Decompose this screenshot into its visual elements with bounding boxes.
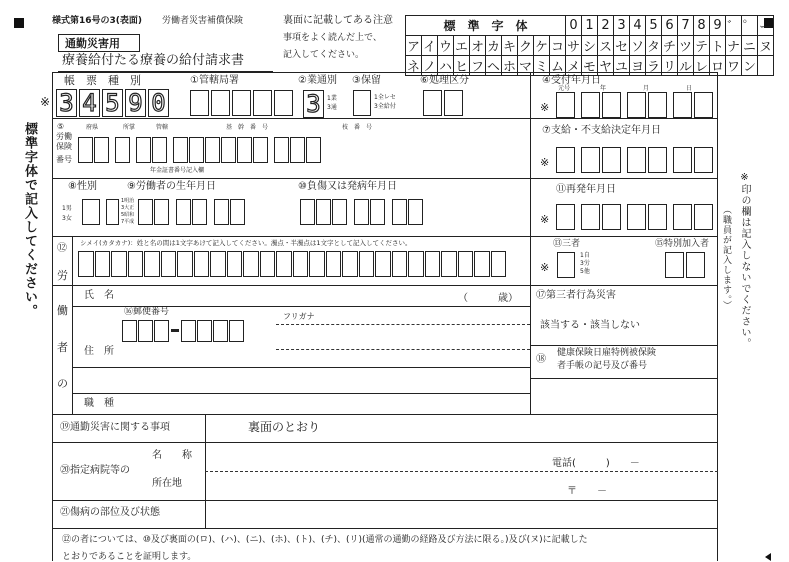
kana-name-cell[interactable] <box>441 251 457 277</box>
health-ins-no: ⑱ <box>536 354 546 365</box>
reissue-star: ※ <box>540 213 550 226</box>
kana-name-cell[interactable] <box>161 251 177 277</box>
date-cell[interactable] <box>300 199 315 225</box>
std-kana: マ <box>518 56 534 76</box>
std-kana: ラ <box>646 56 662 76</box>
special-member-cells[interactable] <box>665 252 705 278</box>
hospital-name-label: 名 称 <box>152 450 192 461</box>
month-caption: 月 <box>643 85 650 92</box>
sheet-type-digit: 4 <box>79 89 100 117</box>
date-cell[interactable] <box>648 92 667 118</box>
third-party-code-cell[interactable] <box>557 252 575 278</box>
kana-name-cell[interactable] <box>359 251 375 277</box>
date-cell[interactable] <box>556 92 575 118</box>
sub-header: 所掌 <box>123 124 136 131</box>
address-label: 住 所 <box>84 346 114 357</box>
kana-name-cell[interactable] <box>260 251 276 277</box>
rule <box>52 414 718 415</box>
kana-name-cells[interactable] <box>78 251 506 277</box>
commute-badge-text: 通勤災害用 <box>65 37 120 50</box>
third-opt: 5他 <box>580 268 590 275</box>
sex-opt-1: 1男 <box>62 205 72 212</box>
postal-code-label: ⑯郵便番号 <box>124 307 170 317</box>
std-kana: ヌ <box>758 36 774 56</box>
injury-date-cells[interactable] <box>300 199 423 225</box>
business-digit[interactable]: 3 <box>303 90 324 118</box>
reissue-date-cells[interactable] <box>556 204 713 230</box>
rule <box>530 118 718 119</box>
insurance-no-cell[interactable] <box>253 137 268 163</box>
rule <box>52 500 718 501</box>
date-cell[interactable] <box>192 199 207 225</box>
sub-header: 枝 番 号 <box>342 124 373 131</box>
process-cell[interactable] <box>423 90 442 116</box>
third-party-accident-label: ⑰第三者行為災害 <box>536 290 616 301</box>
right-side-note-sub: （職員が記入します。） <box>721 205 731 311</box>
postal-code-cells[interactable] <box>122 320 244 342</box>
office-cell[interactable] <box>211 90 230 116</box>
injury-part-label: ㉑傷病の部位及び状態 <box>60 507 160 518</box>
std-digit: 5 <box>646 16 662 36</box>
sheet-type-digit: 0 <box>148 89 169 117</box>
std-kana: サ <box>566 36 582 56</box>
std-kana: ロ <box>710 56 726 76</box>
form-number: 様式第16号の3(表面) <box>52 16 143 26</box>
rule <box>52 528 718 529</box>
date-cell[interactable] <box>408 199 423 225</box>
date-cell[interactable] <box>556 147 575 173</box>
std-kana: ニ <box>742 36 758 56</box>
std-kana: ヨ <box>630 56 646 76</box>
left-side-note: 標準字体で記入してください。 <box>22 122 37 318</box>
retain-opt-1: 1全レセ <box>374 94 396 101</box>
std-kana: ト <box>710 36 726 56</box>
kana-name-cell[interactable] <box>491 251 507 277</box>
business-opt-2: 3通 <box>327 104 337 111</box>
job-label: 職 種 <box>84 398 114 409</box>
retain-cell[interactable] <box>353 90 371 116</box>
std-kana-blank <box>758 56 774 76</box>
kana-name-cell[interactable] <box>95 251 111 277</box>
date-cell[interactable] <box>154 199 169 225</box>
dob-cells[interactable] <box>138 199 245 225</box>
std-kana: ン <box>742 56 758 76</box>
rule <box>72 393 530 394</box>
postal-cell[interactable] <box>181 320 196 342</box>
sex-cell[interactable] <box>82 199 100 225</box>
std-kana: コ <box>550 36 566 56</box>
sheet-type-digit: 3 <box>56 89 77 117</box>
rule <box>72 367 530 368</box>
insurance-no-cell[interactable] <box>237 137 252 163</box>
era-opt: 1明治 <box>121 198 135 204</box>
office-cell[interactable] <box>190 90 209 116</box>
date-cell[interactable] <box>556 204 575 230</box>
special-member-label: ⑮特別加入者 <box>655 239 710 249</box>
std-dakuten: ゛ <box>726 16 742 36</box>
kana-name-cell[interactable] <box>128 251 144 277</box>
std-kana: ヒ <box>454 56 470 76</box>
insurance-no-cell[interactable] <box>115 137 130 163</box>
dashed-rule <box>276 349 530 350</box>
office-cell[interactable] <box>232 90 251 116</box>
std-kana: オ <box>470 36 486 56</box>
certification-text-1: ⑫の者については、⑩及び裏面の(ロ)、(ハ)、(ニ)、(ホ)、(ト)、(チ)、(リ)(通常の通勤の経路及び方法に限る。)及び(ヌ)に記載した <box>62 535 588 545</box>
std-digit: 7 <box>678 16 694 36</box>
pension-no-label: 年金証書番号記入欄 <box>150 167 205 174</box>
rule <box>52 236 530 237</box>
notice-line-1: 裏面に記載してある注意 <box>283 15 393 26</box>
year-caption: 年 <box>600 85 607 92</box>
std-kana: ア <box>406 36 422 56</box>
std-kana: タ <box>646 36 662 56</box>
std-kana: イ <box>422 36 438 56</box>
postal-cell[interactable] <box>122 320 137 342</box>
kana-name-cell[interactable] <box>474 251 490 277</box>
process-cells[interactable] <box>423 90 463 116</box>
kana-name-cell[interactable] <box>425 251 441 277</box>
office-cell[interactable] <box>253 90 272 116</box>
insurance-no-cell[interactable] <box>152 137 167 163</box>
date-cell[interactable] <box>648 147 667 173</box>
health-ins-label-2: 者手帳の記号及び番号 <box>557 361 648 371</box>
sub-header: 管轄 <box>156 124 169 131</box>
decision-date-cells[interactable] <box>556 147 713 173</box>
std-kana: ヘ <box>486 56 502 76</box>
std-digit: 6 <box>662 16 678 36</box>
process-cell[interactable] <box>444 90 463 116</box>
era-opt: 3大正 <box>121 205 135 211</box>
health-ins-label-1: 健康保険日雇特例被保険 <box>557 348 657 358</box>
special-cell[interactable] <box>665 252 684 278</box>
std-long-vowel: ー <box>758 16 774 36</box>
hospital-address-label: 所在地 <box>152 478 182 489</box>
standard-char-row-kana-1 <box>406 36 774 56</box>
receipt-star: ※ <box>540 101 550 114</box>
kana-name-cell[interactable] <box>408 251 424 277</box>
date-cell[interactable] <box>581 147 600 173</box>
business-opt-1: 1業 <box>327 95 337 102</box>
std-kana: セ <box>614 36 630 56</box>
date-cell[interactable] <box>370 199 385 225</box>
insurance-no-cell[interactable] <box>94 137 109 163</box>
office-cells[interactable] <box>190 90 293 116</box>
kana-name-cell[interactable] <box>458 251 474 277</box>
third-opt: 1自 <box>580 252 590 259</box>
third-opt: 3労 <box>580 260 590 267</box>
date-cell[interactable] <box>176 199 191 225</box>
certification-text-2: とおりであることを証明します。 <box>62 552 197 562</box>
business-label: ②業通別 <box>298 75 337 86</box>
date-cell[interactable] <box>138 199 153 225</box>
rule <box>530 378 718 379</box>
sex-opt-2: 3女 <box>62 215 72 222</box>
dashed-rule <box>205 471 718 472</box>
kana-name-cell[interactable] <box>78 251 94 277</box>
furigana-label: フリガナ <box>283 312 315 321</box>
hospital-label: ⑳指定病院等の <box>60 465 130 476</box>
standard-char-chart <box>405 15 774 76</box>
date-cell[interactable] <box>694 92 713 118</box>
sub-header: 府県 <box>86 124 99 131</box>
retain-label: ③保留 <box>352 75 381 86</box>
insurance-no-cell[interactable] <box>173 137 188 163</box>
commute-matters-value: 裏面のとおり <box>248 420 321 434</box>
kana-name-cell[interactable] <box>210 251 226 277</box>
postal-cell[interactable] <box>154 320 169 342</box>
std-digit: 4 <box>630 16 646 36</box>
process-label: ⑥処理区分 <box>420 75 469 86</box>
star-mark: ※ <box>40 95 51 109</box>
std-kana: レ <box>694 56 710 76</box>
third-party-code-label: ⑬三者 <box>553 239 581 249</box>
std-digit: 0 <box>566 16 582 36</box>
day-caption: 日 <box>686 85 693 92</box>
kana-name-cell[interactable] <box>194 251 210 277</box>
date-cell[interactable] <box>581 204 600 230</box>
insurance-no-cell[interactable] <box>205 137 220 163</box>
sheet-type-digit: 9 <box>125 89 146 117</box>
rule <box>530 178 718 179</box>
std-handakuten: ゜ <box>742 16 758 36</box>
insurance-no-cell[interactable] <box>306 137 321 163</box>
std-digit: 1 <box>582 16 598 36</box>
worker-section-char: の <box>57 377 68 390</box>
page-edge-mark <box>765 553 771 561</box>
insurance-no-label-1: 労働 <box>56 132 72 141</box>
rule <box>530 345 718 346</box>
notice-line-3: 記入してください。 <box>283 50 365 60</box>
std-digit: 2 <box>598 16 614 36</box>
rule <box>52 442 718 443</box>
office-label: ①管轄局署 <box>190 75 239 86</box>
std-kana: ル <box>678 56 694 76</box>
rule <box>72 236 73 414</box>
sub-header: 基 幹 番 号 <box>226 124 269 131</box>
insurance-no-cell[interactable] <box>78 137 93 163</box>
third-party-star: ※ <box>540 261 550 274</box>
third-party-accident-value[interactable]: 該当する・該当しない <box>540 320 640 331</box>
standard-char-row-digits <box>406 16 774 36</box>
std-digit: 9 <box>710 16 726 36</box>
special-cell[interactable] <box>686 252 705 278</box>
std-kana: ツ <box>678 36 694 56</box>
retain-opt-2: 3全給付 <box>374 103 396 110</box>
era-opt: 5昭和 <box>121 212 135 218</box>
insurance-no-cell[interactable] <box>290 137 305 163</box>
sheet-type-label: 帳 票 種 別 <box>64 74 141 87</box>
kana-name-cell[interactable] <box>144 251 160 277</box>
std-kana: ミ <box>534 56 550 76</box>
date-cell[interactable] <box>627 92 646 118</box>
insurance-no-cell[interactable] <box>274 137 289 163</box>
date-cell[interactable] <box>694 204 713 230</box>
rule <box>52 285 718 286</box>
kana-name-cell[interactable] <box>326 251 342 277</box>
std-kana: チ <box>662 36 678 56</box>
kana-name-cell[interactable] <box>392 251 408 277</box>
insurance-no-cell[interactable] <box>136 137 151 163</box>
date-cell[interactable] <box>673 147 692 173</box>
kana-name-cell[interactable] <box>309 251 325 277</box>
std-kana: ソ <box>630 36 646 56</box>
date-cell[interactable] <box>694 147 713 173</box>
std-kana: フ <box>470 56 486 76</box>
insurance-no-cells[interactable] <box>78 137 321 163</box>
date-cell[interactable] <box>332 199 347 225</box>
date-cell[interactable] <box>230 199 245 225</box>
insurance-no-cell[interactable] <box>189 137 204 163</box>
date-cell[interactable] <box>602 204 621 230</box>
worker-section-no: ⑫ <box>57 243 67 254</box>
std-kana: ス <box>598 36 614 56</box>
std-kana: ナ <box>726 36 742 56</box>
right-side-note: ※印の欄は記入しないでください。 <box>739 172 750 349</box>
rule <box>52 178 530 179</box>
dob-label: ⑨労働者の生年月日 <box>127 181 216 192</box>
std-kana: ヤ <box>598 56 614 76</box>
office-cell[interactable] <box>274 90 293 116</box>
sex-label: ⑧性別 <box>68 181 97 192</box>
std-kana: リ <box>662 56 678 76</box>
kana-name-instruction: シメイ(カタカナ)：姓と名の間は1文字あけて記入してください。濁点・半濁点は1文字として記入してください。 <box>80 239 412 247</box>
worker-section-char: 者 <box>57 341 68 354</box>
date-cell[interactable] <box>602 92 621 118</box>
std-kana: ネ <box>406 56 422 76</box>
worker-age-label: （ 歳） <box>458 293 518 304</box>
era-opt: 7平成 <box>121 219 135 225</box>
kana-name-cell[interactable] <box>227 251 243 277</box>
date-cell[interactable] <box>354 199 369 225</box>
kana-name-cell[interactable] <box>276 251 292 277</box>
insurance-no-index: ⑤ <box>57 122 65 131</box>
std-kana: ク <box>518 36 534 56</box>
receipt-date-cells[interactable] <box>556 92 713 118</box>
std-kana: シ <box>582 36 598 56</box>
rule <box>530 236 718 237</box>
hospital-postal[interactable]: 〒 － <box>567 486 607 497</box>
receipt-date-label: ④受付年月日 <box>542 75 601 86</box>
hospital-phone[interactable]: 電話( ) － <box>552 458 640 469</box>
std-kana: キ <box>502 36 518 56</box>
std-kana: ハ <box>438 56 454 76</box>
decision-date-label: ⑦支給・不支給決定年月日 <box>542 125 661 136</box>
era-caption: 元号 <box>558 85 571 92</box>
insurance-no-cell[interactable] <box>221 137 236 163</box>
notice-line-2: 事項をよく読んだ上で、 <box>283 33 382 43</box>
insurance-scheme: 労働者災害補償保険 <box>162 16 244 26</box>
dashed-rule <box>276 324 530 325</box>
rule <box>52 118 530 119</box>
std-kana: ワ <box>726 56 742 76</box>
postal-cell[interactable] <box>138 320 153 342</box>
date-cell[interactable] <box>673 92 692 118</box>
kana-name-cell[interactable] <box>177 251 193 277</box>
kana-name-cell[interactable] <box>293 251 309 277</box>
std-digit: 3 <box>614 16 630 36</box>
worker-name-label: 氏 名 <box>84 290 114 301</box>
worker-section-char: 労 <box>57 269 68 282</box>
std-kana: ホ <box>502 56 518 76</box>
kana-name-cell[interactable] <box>243 251 259 277</box>
date-cell[interactable] <box>627 147 646 173</box>
std-kana: メ <box>566 56 582 76</box>
worker-section-char: 働 <box>57 304 68 317</box>
kana-name-cell[interactable] <box>375 251 391 277</box>
postal-cell[interactable] <box>213 320 228 342</box>
sheet-type-digit: 5 <box>102 89 123 117</box>
registration-mark-top-left <box>14 18 24 28</box>
kana-name-cell[interactable] <box>111 251 127 277</box>
std-digit: 8 <box>694 16 710 36</box>
decision-star: ※ <box>540 156 550 169</box>
date-cell[interactable] <box>648 204 667 230</box>
date-cell[interactable] <box>392 199 407 225</box>
postal-dash <box>170 320 180 342</box>
rule <box>530 72 531 414</box>
date-cell[interactable] <box>581 92 600 118</box>
date-cell[interactable] <box>316 199 331 225</box>
date-cell[interactable] <box>214 199 229 225</box>
std-kana: テ <box>694 36 710 56</box>
date-cell[interactable] <box>673 204 692 230</box>
std-kana: ウ <box>438 36 454 56</box>
date-cell[interactable] <box>602 147 621 173</box>
form-title: 療養給付たる療養の給付請求書 <box>62 53 245 68</box>
std-kana: ユ <box>614 56 630 76</box>
insurance-no-label-3: 番号 <box>56 155 72 164</box>
date-cell[interactable] <box>627 204 646 230</box>
commute-matters-label: ⑲通勤災害に関する事項 <box>60 422 170 433</box>
std-kana: カ <box>486 36 502 56</box>
commute-badge <box>58 34 140 52</box>
dob-era-cell[interactable] <box>106 199 119 225</box>
std-kana: モ <box>582 56 598 76</box>
kana-name-cell[interactable] <box>342 251 358 277</box>
postal-cell[interactable] <box>197 320 212 342</box>
reissue-date-label: ⑪再発年月日 <box>556 184 616 195</box>
insurance-no-label-2: 保険 <box>56 142 72 151</box>
std-kana: エ <box>454 36 470 56</box>
standard-char-title: 標 準 字 体 <box>406 16 566 36</box>
postal-cell[interactable] <box>229 320 244 342</box>
injury-date-label: ⑩負傷又は発病年月日 <box>298 181 397 192</box>
std-kana: ケ <box>534 36 550 56</box>
std-kana: ム <box>550 56 566 76</box>
std-kana: ノ <box>422 56 438 76</box>
